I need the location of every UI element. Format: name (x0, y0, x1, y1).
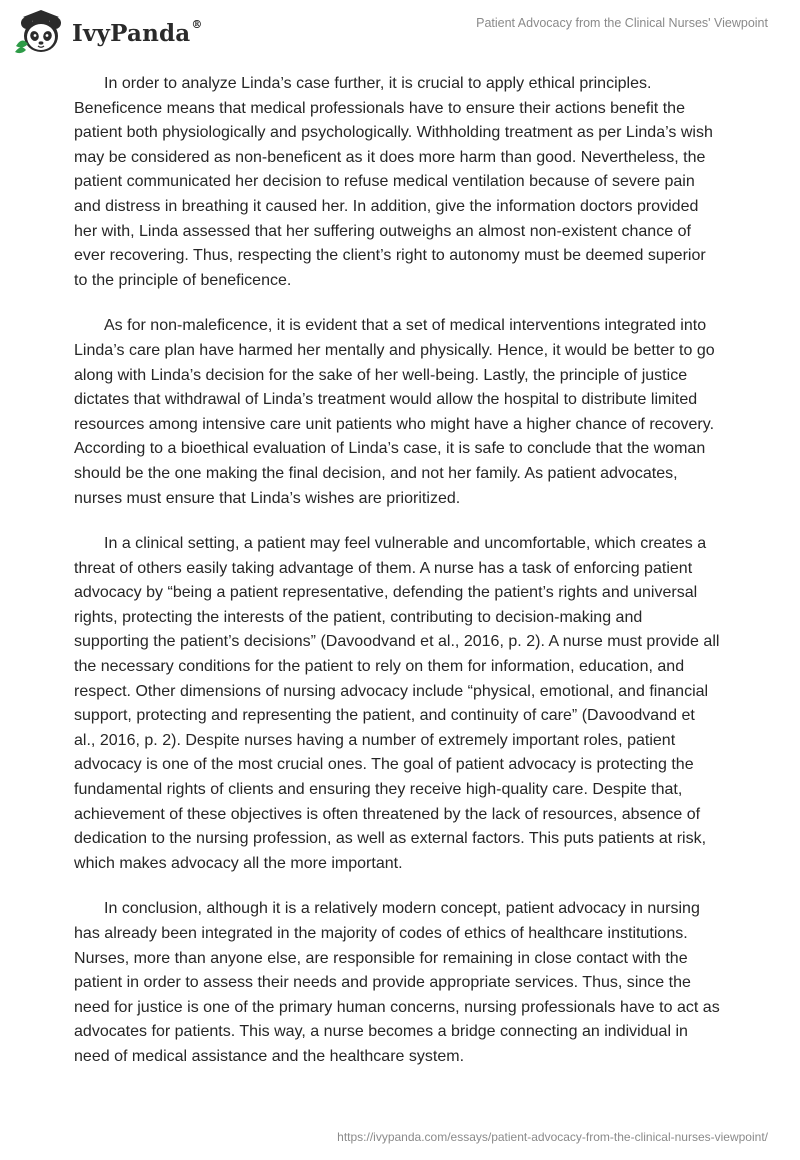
paragraph-non-maleficence: As for non-maleficence, it is evident that a set of medical interventions integrated into Linda’s care plan have harmed her mentally and physically. Hence, it would be better to go along with Linda’s decision for the sake of her well-being. Lastly, the principle of justice dictates that withdrawal of Linda’s treatment would allow the hospital to distribute limited resources among intensive care unit patients who might have a higher chance of recovery. According to a bioethical evaluation of Linda’s case, it is safe to conclude that the woman should be the one making the final decision, and not her family. As patient advocates, nurses must ensure that Linda’s wishes are prioritized. (74, 317, 715, 507)
ivypanda-logo[interactable] (12, 6, 203, 56)
document-title: Patient Advocacy from the Clinical Nurses' Viewpoint (476, 16, 768, 30)
essay-body (74, 72, 720, 1091)
paragraph-conclusion: In conclusion, although it is a relatively modern concept, patient advocacy in nursing has already been integrated in the majority of codes of ethics of healthcare institutions. Nurses, more than anyone else, are responsible for remaining in close contact with the patient in order to assess their needs and provide appropriate services. Thus, since the need for justice is one of the primary human concerns, nursing professionals have to act as advocates for patients. This way, a nurse becomes a bridge connecting an individual in need of medical assistance and the healthcare system. (74, 900, 720, 1065)
panda-graduation-cap-icon (12, 6, 70, 56)
paragraph-ethical-principles: In order to analyze Linda’s case further, it is crucial to apply ethical principles. Beneficence means that medical professionals have to ensure their actions benefit the patient both physiologically and psychologically. Withholding treatment as per Linda’s wish may be considered as non-beneficent as it does more harm than good. Nevertheless, the patient communicated her decision to refuse medical ventilation because of severe pain and distress in breathing it caused her. In addition, give the information doctors provided her with, Linda assessed that her suffering outweighs an almost non-existent chance of ever recovering. Thus, respecting the client’s right to autonomy must be deemed superior to the principle of beneficence. (74, 75, 713, 289)
paragraph-clinical-setting: In a clinical setting, a patient may feel vulnerable and uncomfortable, which creates a threat of others easily taking advantage of them. A nurse has a task of enforcing patient advocacy by “being a patient representative, defending the patient’s rights and universal rights, protecting the interests of the patient, contributing to decision-making and supporting the patient’s decisions” (Davoodvand et al., 2016, p. 2). A nurse must provide all the necessary conditions for the patient to rely on them for information, education, and respect. Other dimensions of nursing advocacy include “physical, emotional, and financial support, protecting and representing the patient, and continuity of care” (Davoodvand et al., 2016, p. 2). Despite nurses having a number of extremely important roles, patient advocacy is one of the most crucial ones. The goal of patient advocacy is protecting the fundamental rights of clients and ensuring they receive high-quality care. Despite that, achievement of these objectives is often threatened by the lack of resources, absence of dedication to the nursing profession, as well as external factors. This puts patients at risk, which makes advocacy all the more important. (74, 535, 720, 872)
page-header (0, 0, 800, 60)
logo-text: IvyPanda® (72, 17, 203, 47)
source-url-link[interactable]: https://ivypanda.com/essays/patient-advocacy-from-the-clinical-nurses-viewpoint/ (337, 1130, 768, 1144)
